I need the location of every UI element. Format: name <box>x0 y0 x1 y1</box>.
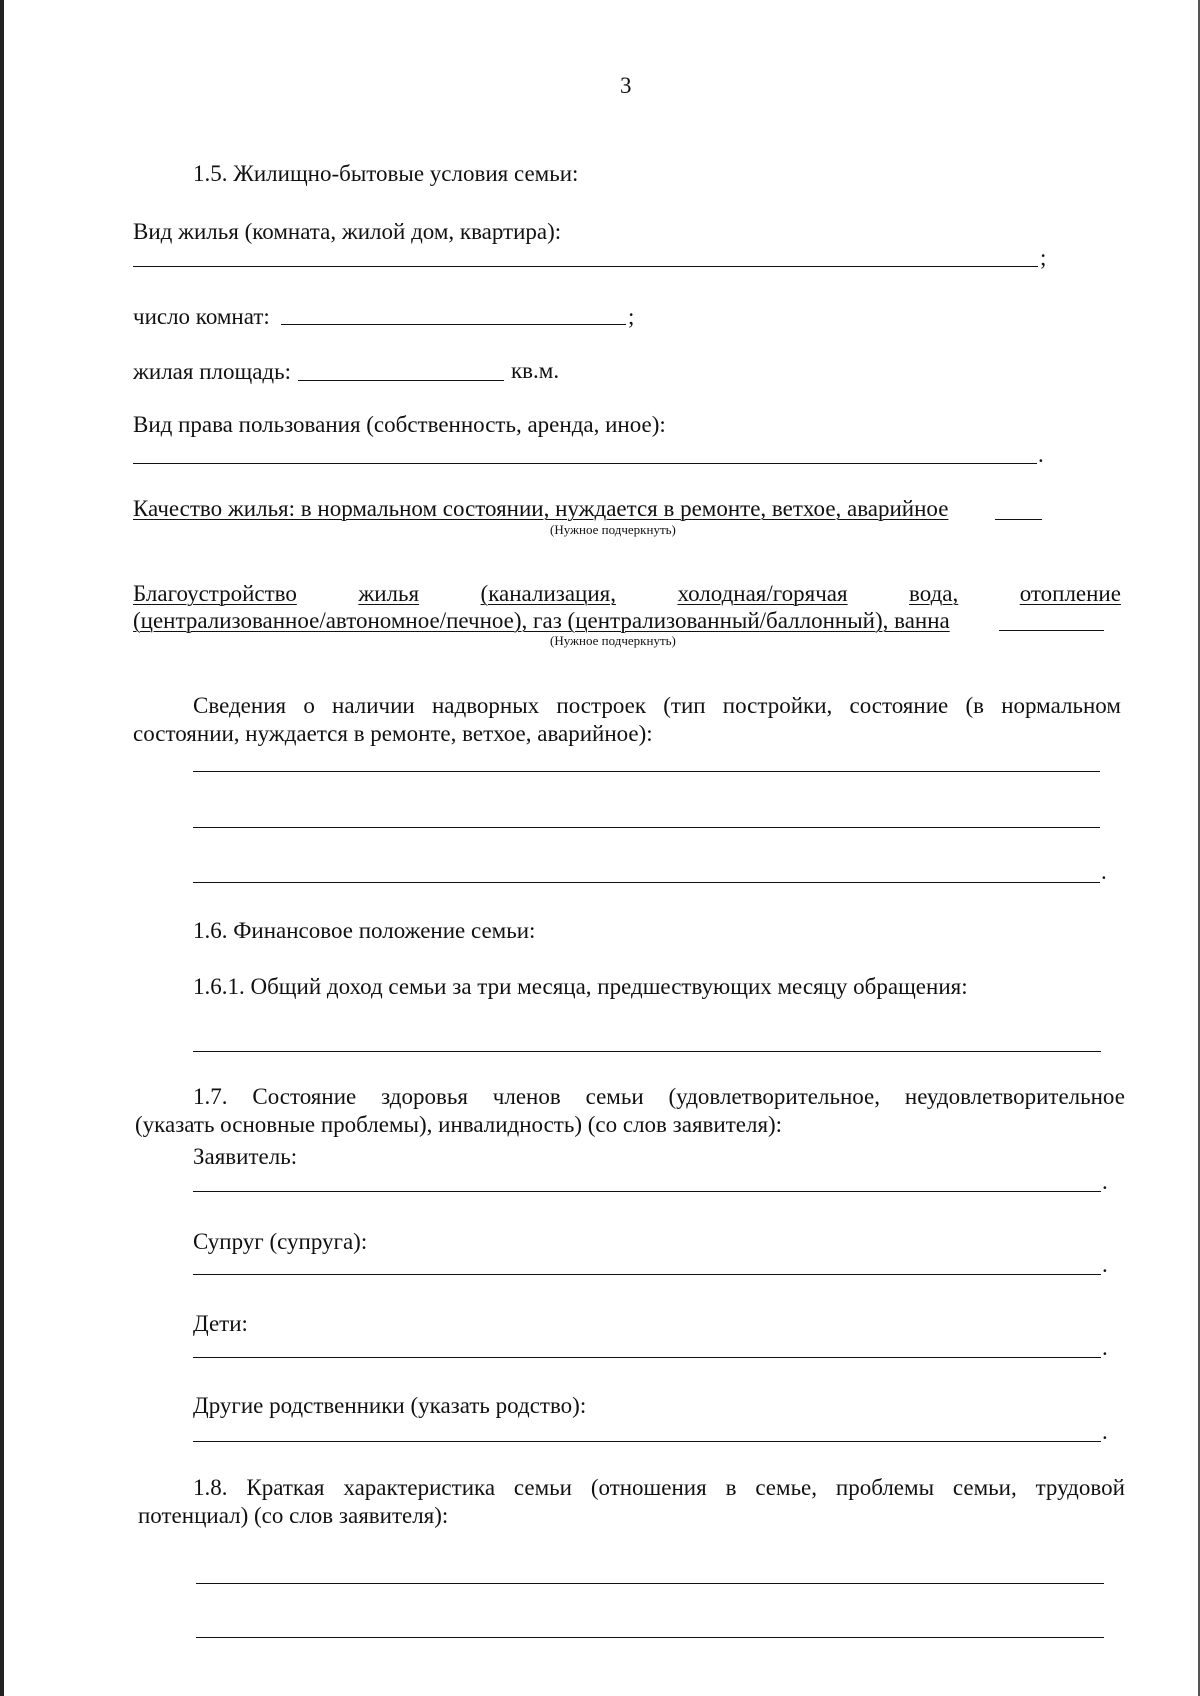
amenities-line-2: (централизованное/автономное/печное), газ (централизованный/баллонный), ванна <box>133 608 950 633</box>
outbuildings-word: (тип <box>663 693 706 718</box>
health-word: (удовлетворительное, <box>668 1084 881 1109</box>
health-word: неудовлетворительное <box>904 1084 1125 1109</box>
amenities-word: вода, <box>909 581 959 606</box>
family-char-line-1 <box>193 1474 1125 1501</box>
amenities-tail <box>999 630 1104 631</box>
outbuildings-word: надворных <box>431 693 540 718</box>
health-word: семьи <box>585 1084 644 1109</box>
rooms-field[interactable] <box>281 324 626 325</box>
amenities-word: (канализация, <box>480 581 616 606</box>
income-field[interactable] <box>193 1051 1101 1052</box>
health-line-2: (указать основные проблемы), инвалидность) (со слов заявителя): <box>135 1112 783 1137</box>
family-char-word: характеристика <box>343 1475 496 1500</box>
family-char-word: 1.8. <box>193 1475 228 1500</box>
right-of-use-field[interactable] <box>133 463 1037 464</box>
income-label: 1.6.1. Общий доход семьи за три месяца, предшествующих месяцу обращения: <box>193 974 968 999</box>
applicant-label: Заявитель: <box>193 1144 298 1169</box>
outbuildings-line-2: состоянии, нуждается в ремонте, ветхое, аварийное): <box>133 721 653 746</box>
scan-edge-left <box>0 0 4 1696</box>
spouse-label: Супруг (супруга): <box>193 1229 368 1254</box>
children-label: Дети: <box>193 1311 248 1336</box>
housing-quality-options: Качество жилья: в нормальном состоянии, нуждается в ремонте, ветхое, аварийное <box>133 496 949 521</box>
health-word: 1.7. <box>193 1084 228 1109</box>
section-1-5-heading: 1.5. Жилищно-бытовые условия семьи: <box>193 161 579 186</box>
amenities-word: холодная/горячая <box>677 581 848 606</box>
area-unit: кв.м. <box>511 358 560 383</box>
family-char-line-2: потенциал) (со слов заявителя): <box>138 1503 449 1528</box>
housing-type-label: Вид жилья (комната, жилой дом, квартира): <box>133 219 562 244</box>
health-word: членов <box>492 1084 561 1109</box>
right-of-use-end: . <box>1038 442 1044 467</box>
outbuildings-word: постройки, <box>722 693 833 718</box>
family-char-field-1[interactable] <box>196 1583 1104 1584</box>
spouse-field[interactable] <box>193 1274 1101 1275</box>
rooms-end: ; <box>628 304 635 329</box>
family-char-word: семьи, <box>952 1475 1017 1500</box>
underline-hint-quality: (Нужное подчеркнуть) <box>550 522 676 537</box>
family-char-word: трудовой <box>1035 1475 1125 1500</box>
outbuildings-line-1 <box>193 692 1121 719</box>
amenities-word: отопление <box>1019 581 1121 606</box>
applicant-field[interactable] <box>193 1191 1101 1192</box>
relatives-label: Другие родственники (указать родство): <box>193 1393 587 1418</box>
outbuildings-field-1[interactable] <box>193 771 1100 772</box>
applicant-end: . <box>1102 1169 1108 1194</box>
section-1-6-heading: 1.6. Финансовое положение семьи: <box>193 918 536 943</box>
outbuildings-end: . <box>1101 859 1107 884</box>
family-char-field-2[interactable] <box>196 1637 1104 1638</box>
health-line-1 <box>193 1083 1125 1110</box>
family-char-word: (отношения <box>590 1475 707 1500</box>
children-field[interactable] <box>193 1357 1101 1358</box>
family-char-word: в <box>725 1475 737 1500</box>
outbuildings-field-2[interactable] <box>193 827 1100 828</box>
relatives-field[interactable] <box>193 1441 1101 1442</box>
area-label: жилая площадь: <box>133 359 292 384</box>
amenities-word: жилья <box>358 581 420 606</box>
outbuildings-word: (в <box>965 693 984 718</box>
outbuildings-word: Сведения <box>193 693 287 718</box>
housing-type-field[interactable] <box>133 266 1038 267</box>
area-field[interactable] <box>298 380 504 381</box>
health-word: здоровья <box>381 1084 468 1109</box>
outbuildings-word: наличии <box>332 693 415 718</box>
amenities-line-1 <box>133 580 1121 607</box>
outbuildings-word: построек <box>556 693 646 718</box>
outbuildings-word: нормальном <box>1001 693 1121 718</box>
rooms-label: число комнат: <box>133 304 270 329</box>
outbuildings-word: состояние <box>849 693 949 718</box>
health-word: Состояние <box>252 1084 357 1109</box>
right-of-use-label: Вид права пользования (собственность, аренда, иное): <box>133 412 666 437</box>
children-end: . <box>1102 1335 1108 1360</box>
amenities-word: Благоустройство <box>133 581 297 606</box>
spouse-end: . <box>1102 1252 1108 1277</box>
housing-quality-tail <box>995 519 1042 520</box>
outbuildings-field-3[interactable] <box>193 882 1100 883</box>
page-number: 3 <box>620 73 632 98</box>
outbuildings-word: о <box>303 693 315 718</box>
family-char-word: Краткая <box>246 1475 325 1500</box>
family-char-word: семье, <box>755 1475 818 1500</box>
family-char-word: проблемы <box>835 1475 935 1500</box>
underline-hint-amenities: (Нужное подчеркнуть) <box>550 633 676 648</box>
family-char-word: семьи <box>513 1475 572 1500</box>
housing-type-end: ; <box>1040 245 1047 270</box>
relatives-end: . <box>1102 1419 1108 1444</box>
